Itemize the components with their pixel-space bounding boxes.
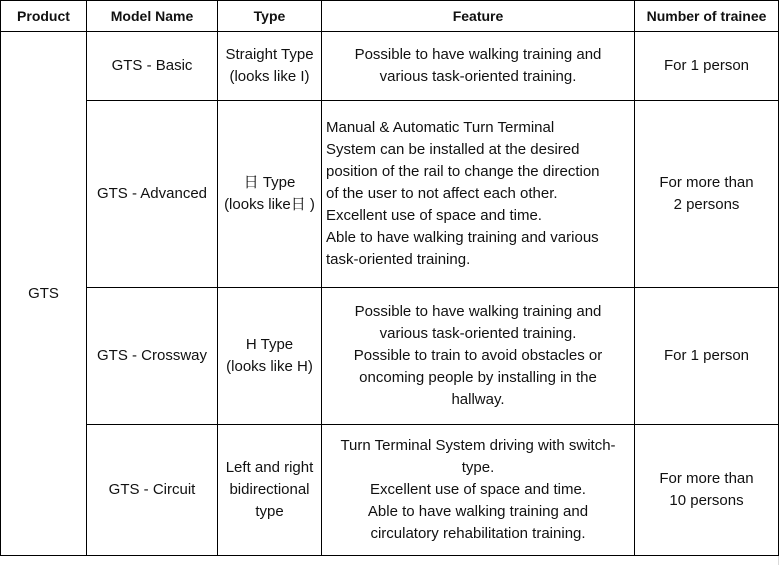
type-cell xyxy=(218,101,322,288)
feature-cell-line: Turn Terminal System driving with switch- xyxy=(340,437,616,454)
model-name-cell: GTS - Crossway xyxy=(87,288,218,425)
model-name-cell: GTS - Circuit xyxy=(87,425,218,556)
feature-cell xyxy=(322,32,635,101)
feature-cell-line: position of the rail to change the direction xyxy=(326,163,600,180)
type-cell-line: Straight Type xyxy=(225,46,314,63)
header-type: Type xyxy=(218,1,322,32)
feature-cell-line: Possible to have walking training and xyxy=(354,46,602,63)
type-cell-line: H Type xyxy=(245,336,294,353)
model-name-cell: GTS - Advanced xyxy=(87,101,218,288)
model-name-cell: GTS - Basic xyxy=(87,32,218,101)
feature-cell-line: various task-oriented training. xyxy=(379,325,577,342)
feature-cell-line: of the user to not affect each other. xyxy=(326,185,558,202)
trainee-cell xyxy=(635,32,779,101)
feature-cell-line: hallway. xyxy=(451,391,505,408)
table-row xyxy=(1,101,779,288)
type-cell-line: (looks like I) xyxy=(229,68,310,85)
feature-cell-line: Excellent use of space and time. xyxy=(326,207,542,224)
feature-cell-line: Excellent use of space and time. xyxy=(370,481,586,498)
trainee-cell-line: For more than xyxy=(659,174,754,191)
header-row xyxy=(1,1,779,32)
feature-cell xyxy=(322,425,635,556)
header-number-of-trainee: Number of trainee xyxy=(635,1,779,32)
feature-cell xyxy=(322,101,635,288)
type-cell-line: Left and right xyxy=(225,459,314,476)
type-cell-line: (looks like H) xyxy=(226,358,313,375)
header-model-name: Model Name xyxy=(87,1,218,32)
type-cell-line: (looks like日 ) xyxy=(224,196,315,213)
feature-cell-line: various task-oriented training. xyxy=(379,68,577,85)
type-cell-line: type xyxy=(255,503,284,520)
feature-cell-line: circulatory rehabilitation training. xyxy=(370,525,586,542)
feature-cell-line: Possible to have walking training and xyxy=(354,303,602,320)
feature-cell-line: System can be installed at the desired xyxy=(326,141,580,158)
header-product: Product xyxy=(1,1,87,32)
type-cell xyxy=(218,425,322,556)
trainee-cell-line: For 1 person xyxy=(663,347,750,364)
type-cell xyxy=(218,32,322,101)
trainee-cell-line: 10 persons xyxy=(669,492,744,509)
feature-cell-line: oncoming people by installing in the xyxy=(359,369,597,386)
header-feature: Feature xyxy=(322,1,635,32)
trainee-cell xyxy=(635,101,779,288)
trainee-cell xyxy=(635,288,779,425)
trainee-cell-line: For 1 person xyxy=(663,57,750,74)
trainee-cell-line: For more than xyxy=(659,470,754,487)
feature-cell-line: Possible to train to avoid obstacles or xyxy=(353,347,603,364)
feature-cell-line: Able to have walking training and various xyxy=(326,229,599,246)
table-row xyxy=(1,425,779,556)
trainee-cell xyxy=(635,425,779,556)
feature-cell-line: Able to have walking training and xyxy=(367,503,589,520)
type-cell-line: bidirectional xyxy=(229,481,310,498)
feature-cell-line: Manual & Automatic Turn Terminal xyxy=(326,119,555,136)
type-cell-line: 日 Type xyxy=(243,174,296,191)
feature-cell-line: task-oriented training. xyxy=(326,251,471,268)
feature-cell-line: type. xyxy=(461,459,495,476)
table-row xyxy=(1,32,779,101)
product-cell: GTS xyxy=(1,32,87,556)
trainee-cell-line: 2 persons xyxy=(673,196,740,213)
feature-cell xyxy=(322,288,635,425)
table-row xyxy=(1,288,779,425)
type-cell xyxy=(218,288,322,425)
